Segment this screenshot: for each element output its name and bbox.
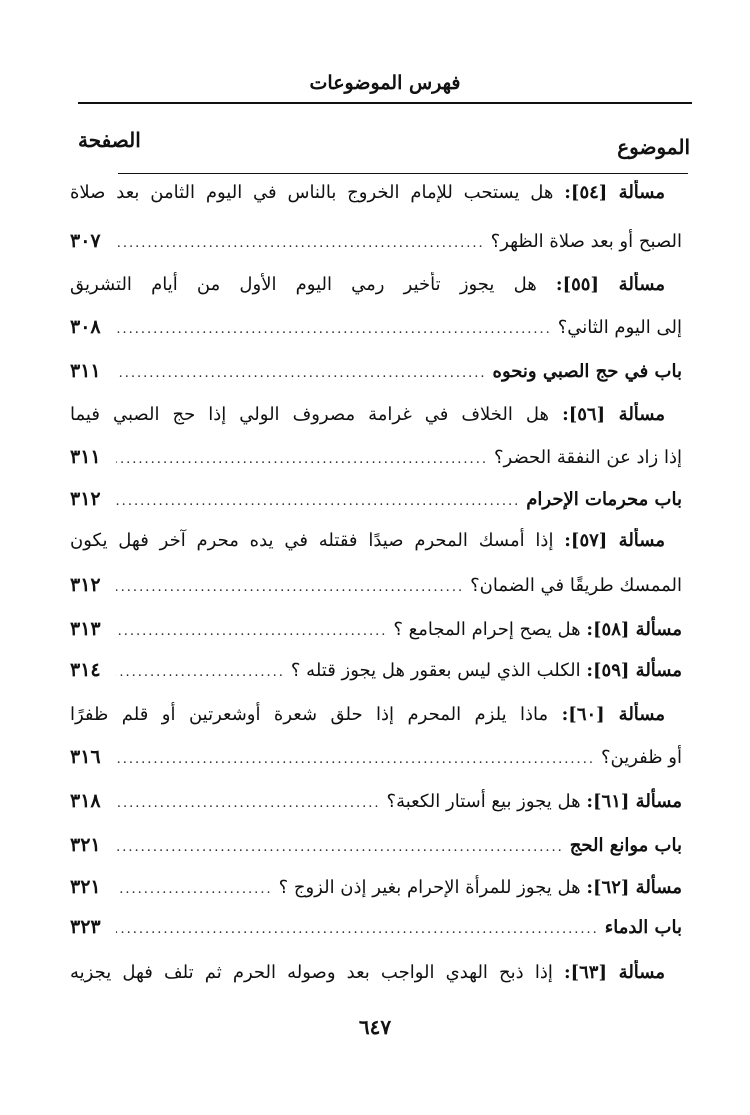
toc-entry-line: [70, 702, 665, 728]
page-number: ٣١١: [70, 360, 101, 382]
dot-leader: [116, 447, 488, 470]
entry-text: هل يجوز للمرأة الإحرام بغير إذن الزوج ؟: [278, 877, 581, 898]
toc-section-heading: [70, 832, 682, 858]
entry-text: الصبح أو بعد صلاة الظهر؟: [490, 231, 682, 252]
entry-label: مسألة [٥٥]:: [555, 274, 665, 295]
dot-leader: [116, 660, 285, 683]
entry-label: مسألة [٦٠]:: [561, 704, 665, 725]
dot-leader: [116, 231, 485, 254]
entry-text: أو ظفرين؟: [600, 747, 682, 768]
toc-entry-line: [70, 228, 682, 254]
toc-section-heading: [70, 914, 682, 940]
column-header-page: الصفحة: [78, 128, 141, 152]
page-number: ٣١١: [70, 446, 101, 468]
page-number: ٣١٢: [70, 574, 101, 596]
entry-text: هل يجوز تأخير رمي اليوم الأول من أيام التشريق: [70, 274, 537, 295]
page-number-footer: ٦٤٧: [358, 1015, 392, 1039]
page-number: ٣٠٧: [70, 230, 101, 252]
entry-label: مسألة [٦٢]:: [586, 877, 682, 898]
toc-entry-line: [70, 180, 665, 206]
toc-entry-line: [70, 444, 682, 470]
toc-entry-line: [70, 960, 665, 986]
entry-label: مسألة [٥٨]:: [586, 619, 682, 640]
entry-text: هل يستحب للإمام الخروج بالناس في اليوم الثامن بعد صلاة: [70, 182, 554, 203]
toc-section-heading: [70, 486, 682, 512]
dot-leader: [116, 317, 552, 340]
column-header-topic: الموضوع: [617, 135, 690, 159]
page-number: ٣٢٣: [70, 916, 101, 938]
toc-entry-line: [70, 788, 682, 814]
entry-label: مسألة [٦٣]:: [563, 962, 665, 983]
toc-entry-line: [70, 402, 665, 428]
dot-leader: [116, 361, 487, 384]
entry-label: مسألة [٥٧]:: [564, 530, 665, 551]
entry-text: هل الخلاف في غرامة مصروف الولي إذا حج الصبي فيما: [70, 404, 550, 425]
entry-text: ماذا يلزم المحرم إذا حلق شعرة أوشعرتين أو قلم ظفرًا: [70, 704, 549, 725]
section-title: باب موانع الحج: [569, 835, 682, 856]
entry-label: مسألة [٦١]:: [586, 791, 682, 812]
dot-leader: [116, 489, 520, 512]
page-number: ٣١٤: [70, 659, 101, 681]
entry-text: الكلب الذي ليس بعقور هل يجوز قتله ؟: [290, 660, 581, 681]
entry-text: إذا زاد عن النفقة الحضر؟: [493, 447, 682, 468]
toc-entry-line: [70, 874, 682, 900]
dot-leader: [116, 791, 381, 814]
entry-label: مسألة [٥٤]:: [564, 182, 665, 203]
page-number: ٣٠٨: [70, 316, 101, 338]
entry-text: هل يصح إحرام المجامع ؟: [393, 619, 581, 640]
page-number: ٣٢١: [70, 834, 101, 856]
dot-leader: [116, 917, 599, 940]
dot-leader: [116, 877, 273, 900]
toc-entry-line: [70, 528, 665, 554]
entry-text: إذا أمسك المحرم صيدًا فقتله في يده محرم آخر فهل يكون: [70, 530, 554, 551]
toc-entry-line: [70, 272, 665, 298]
toc-entry-line: [70, 616, 682, 642]
page-number: ٣١٦: [70, 746, 101, 768]
section-title: باب الدماء: [604, 917, 682, 938]
section-title: باب في حج الصبي ونحوه: [492, 361, 682, 382]
entry-label: مسألة [٥٦]:: [562, 404, 665, 425]
toc-section-heading: [70, 358, 682, 384]
dot-leader: [116, 747, 595, 770]
toc-entry-line: [70, 572, 682, 598]
toc-entry-line: [70, 744, 682, 770]
entry-text: إذا ذبح الهدي الواجب بعد وصوله الحرم ثم تلف فهل يجزيه: [70, 962, 553, 983]
page-number: ٣١٢: [70, 488, 101, 510]
entry-text: هل يجوز بيع أستار الكعبة؟: [386, 791, 581, 812]
entry-label: مسألة [٥٩]:: [586, 660, 682, 681]
page-number: ٣١٣: [70, 618, 101, 640]
page-number: ٣١٨: [70, 790, 101, 812]
running-head: فهرس الموضوعات: [309, 72, 461, 94]
toc-entry-line: [70, 657, 682, 683]
section-title: باب محرمات الإحرام: [526, 489, 682, 510]
entry-text: إلى اليوم الثاني؟: [557, 317, 682, 338]
page-number: ٣٢١: [70, 876, 101, 898]
dot-leader: [116, 575, 464, 598]
entry-text: الممسك طريقًا في الضمان؟: [470, 575, 682, 596]
dot-leader: [116, 619, 387, 642]
toc-entry-line: [70, 314, 682, 340]
dot-leader: [116, 835, 564, 858]
